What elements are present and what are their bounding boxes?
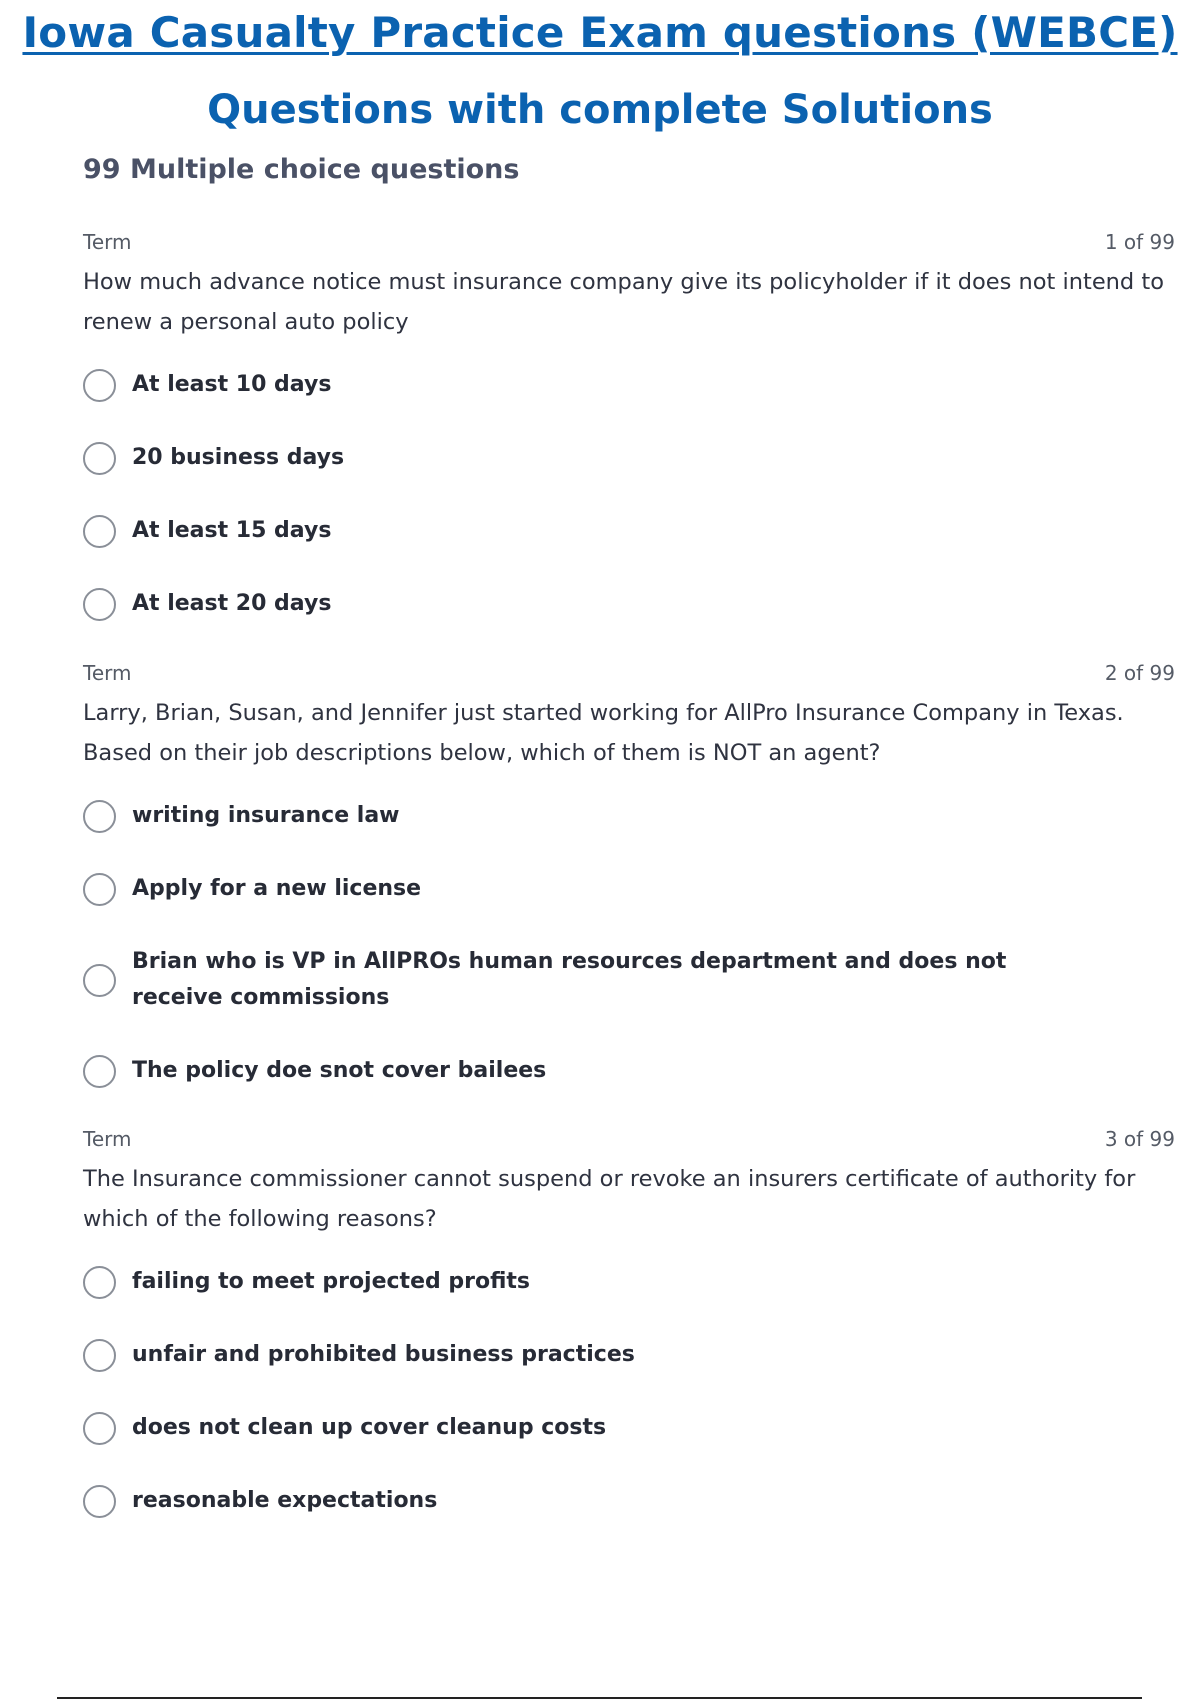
- question-counter: 2 of 99: [1104, 661, 1175, 685]
- radio-button[interactable]: [83, 1339, 116, 1372]
- answer-option-label: At least 10 days: [132, 372, 332, 397]
- question-header: [83, 1119, 1175, 1159]
- question-counter: 1 of 99: [1104, 230, 1175, 254]
- question-header: [83, 222, 1175, 262]
- question-text: The Insurance commissioner cannot suspend or revoke an insurers certificate of authority for which of the following reasons?: [83, 1166, 1136, 1232]
- question-text: How much advance notice must insurance company give its policyholder if it does not intend to renew a personal auto policy: [83, 269, 1164, 335]
- question-card-3: [83, 1119, 1175, 1553]
- answer-option-label: At least 15 days: [132, 518, 332, 543]
- answer-option[interactable]: [83, 795, 1175, 837]
- answer-options: [83, 364, 1175, 625]
- question-counter: 3 of 99: [1104, 1127, 1175, 1151]
- answer-option[interactable]: [83, 364, 1175, 406]
- question-card-2: [83, 653, 1175, 1123]
- question-text: Larry, Brian, Susan, and Jennifer just started working for AllPro Insurance Company in Texas. Based on their job descriptions below, which of them is NOT an agent?: [83, 700, 1124, 766]
- answer-options: [83, 795, 1175, 1092]
- answer-option[interactable]: [83, 1261, 1175, 1303]
- radio-button[interactable]: [83, 1485, 116, 1518]
- answer-option-label: Brian who is VP in AllPROs human resources department and does not receive commissions: [132, 949, 1007, 1010]
- radio-button[interactable]: [83, 369, 116, 402]
- question-header: [83, 653, 1175, 693]
- answer-option-label: 20 business days: [132, 445, 345, 470]
- answer-option-label: does not clean up cover cleanup costs: [132, 1415, 607, 1440]
- footer-divider: [57, 1697, 1142, 1699]
- answer-option[interactable]: [83, 1480, 1175, 1522]
- answer-option[interactable]: [83, 941, 1175, 1019]
- answer-option[interactable]: [83, 1050, 1175, 1092]
- answer-option-label: Apply for a new license: [132, 876, 422, 901]
- radio-button[interactable]: [83, 964, 116, 997]
- answer-option-label: writing insurance law: [132, 803, 400, 828]
- radio-button[interactable]: [83, 515, 116, 548]
- radio-button[interactable]: [83, 873, 116, 906]
- term-label: Term: [83, 1127, 132, 1151]
- answer-option[interactable]: [83, 583, 1175, 625]
- answer-option[interactable]: [83, 437, 1175, 479]
- answer-option[interactable]: [83, 1407, 1175, 1449]
- answer-option-label: The policy doe snot cover bailees: [132, 1058, 547, 1083]
- answer-option[interactable]: [83, 510, 1175, 552]
- answer-option[interactable]: [83, 1334, 1175, 1376]
- answer-option-label: unfair and prohibited business practices: [132, 1342, 635, 1367]
- question-card-1: [83, 222, 1175, 656]
- answer-option-label: reasonable expectations: [132, 1488, 438, 1513]
- question-count-heading: 99 Multiple choice questions: [83, 154, 520, 185]
- term-label: Term: [83, 661, 132, 685]
- answer-option-label: failing to meet projected profits: [132, 1269, 531, 1294]
- term-label: Term: [83, 230, 132, 254]
- radio-button[interactable]: [83, 800, 116, 833]
- document-title: Iowa Casualty Practice Exam questions (WEBCE): [22, 8, 1178, 57]
- radio-button[interactable]: [83, 442, 116, 475]
- document-subtitle: Questions with complete Solutions: [207, 87, 993, 133]
- radio-button[interactable]: [83, 1412, 116, 1445]
- answer-option-label: At least 20 days: [132, 591, 332, 616]
- radio-button[interactable]: [83, 1055, 116, 1088]
- answer-option[interactable]: [83, 868, 1175, 910]
- answer-options: [83, 1261, 1175, 1522]
- radio-button[interactable]: [83, 1266, 116, 1299]
- radio-button[interactable]: [83, 588, 116, 621]
